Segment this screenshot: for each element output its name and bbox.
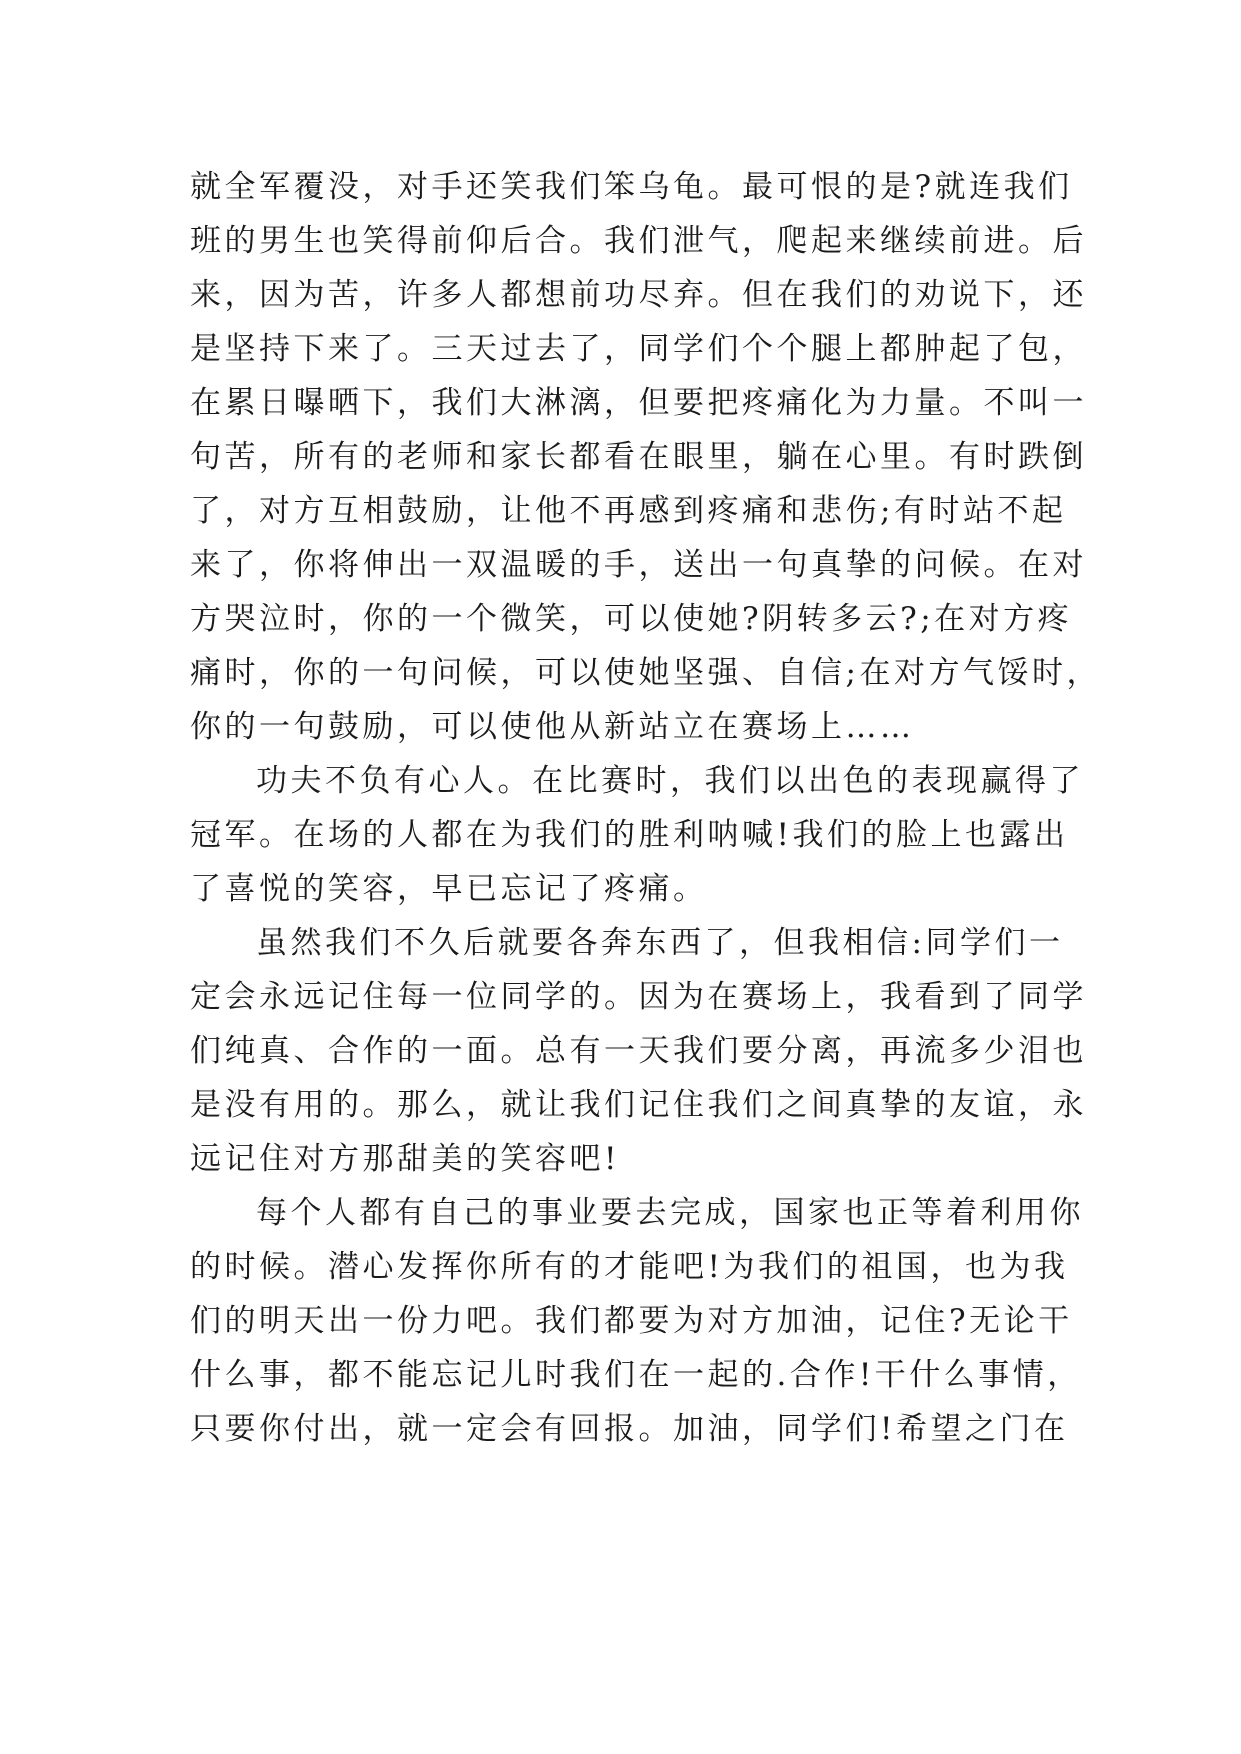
text-line: 来了，你将伸出一双温暖的手，送出一句真挚的问候。在对 [190,547,1087,583]
text-line: 来，因为苦，许多人都想前功尽弃。但在我们的劝说下，还 [190,277,1087,313]
text-line: 方哭泣时，你的一个微笑，可以使她?阴转多云?;在对方疼 [190,601,1073,637]
text-line: 是没有用的。那么，就让我们记住我们之间真挚的友谊，永 [190,1087,1087,1123]
text-line: 定会永远记住每一位同学的。因为在赛场上，我看到了同学 [190,979,1087,1015]
text-line: 们的明天出一份力吧。我们都要为对方加油，记住?无论干 [190,1303,1073,1339]
text-line: 在累日曝晒下，我们大淋漓，但要把疼痛化为力量。不叫一 [190,385,1087,421]
text-line: 是坚持下来了。三天过去了，同学们个个腿上都肿起了包， [190,331,1087,367]
text-line: 了喜悦的笑容，早已忘记了疼痛。 [190,871,708,907]
text-line: 们纯真、合作的一面。总有一天我们要分离，再流多少泪也 [190,1033,1087,1069]
text-line: 什么事，都不能忘记儿时我们在一起的.合作!干什么事情， [190,1357,1082,1393]
text-line: 了，对方互相鼓励，让他不再感到疼痛和悲伤;有时站不起 [190,493,1067,529]
text-line: 冠军。在场的人都在为我们的胜利呐喊!我们的脸上也露出 [190,817,1069,853]
body-text [190,160,1101,1456]
text-line: 句苦，所有的老师和家长都看在眼里，躺在心里。有时跌倒 [190,439,1087,475]
text-line: 远记住对方那甜美的笑容吧! [190,1141,620,1177]
text-line: 虽然我们不久后就要各奔东西了，但我相信:同学们一 [256,925,1064,961]
text-line: 你的一句鼓励，可以使他从新站立在赛场上…… [190,709,915,745]
text-line: 只要你付出，就一定会有回报。加油，同学们!希望之门在 [190,1411,1069,1447]
text-line: 每个人都有自己的事业要去完成，国家也正等着利用你 [256,1195,1084,1231]
text-line: 的时候。潜心发挥你所有的才能吧!为我们的祖国，也为我 [190,1249,1069,1285]
text-line: 痛时，你的一句问候，可以使她坚强、自信;在对方气馁时， [190,655,1101,691]
text-line: 功夫不负有心人。在比赛时，我们以出色的表现赢得了 [256,763,1084,799]
text-line: 就全军覆没，对手还笑我们笨乌龟。最可恨的是?就连我们 [190,169,1073,205]
text-line: 班的男生也笑得前仰后合。我们泄气，爬起来继续前进。后 [190,223,1087,259]
